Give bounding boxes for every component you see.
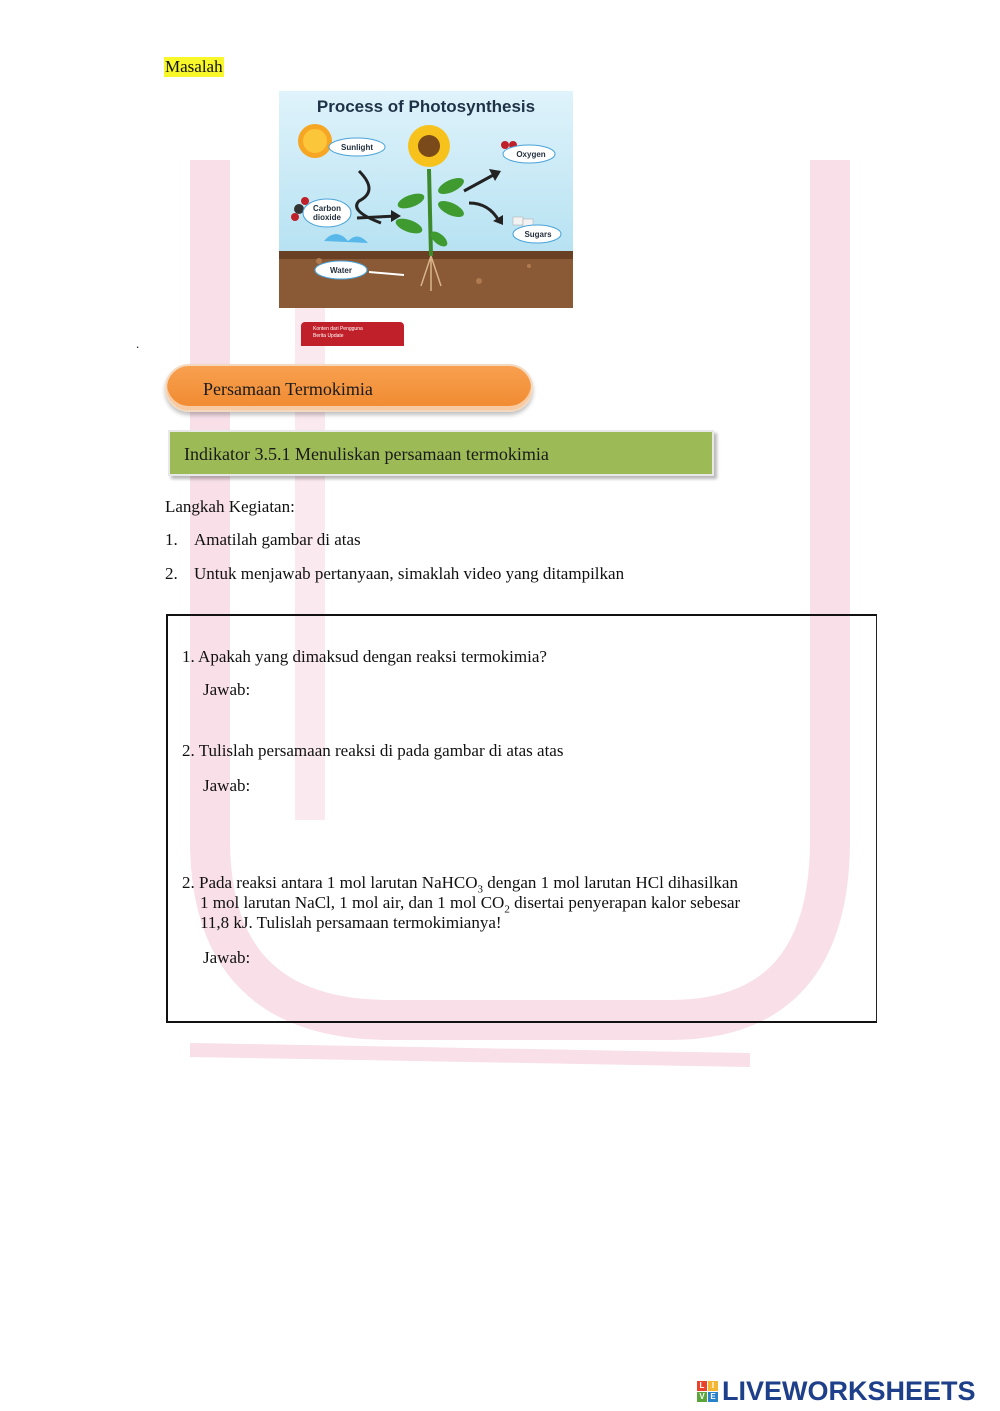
logo-cubes-icon: L I V E (697, 1381, 718, 1402)
video-thumbnail[interactable] (301, 322, 404, 346)
indicator-text: Indikator 3.5.1 Menuliskan persamaan termokimia (184, 444, 549, 464)
masalah-label: Masalah (165, 57, 223, 76)
stray-dot: . (136, 336, 140, 351)
sugars-label: Sugars (524, 230, 552, 239)
liveworksheets-logo[interactable] (697, 1376, 976, 1406)
step-1-text: Amatilah gambar di atas (194, 530, 361, 549)
answer-label-1[interactable]: Jawab: (203, 680, 251, 699)
section-title: Persamaan Termokimia (203, 379, 373, 399)
question-3-line3: 11,8 kJ. Tulislah persamaan termokimianya! (200, 913, 502, 932)
indicator-banner (168, 430, 714, 476)
steps-heading: Langkah Kegiatan: (165, 497, 295, 516)
logo-text: LIVEWORKSHEETS (722, 1375, 976, 1406)
dioxide-label: dioxide (312, 213, 342, 222)
sunlight-label: Sunlight (341, 143, 373, 152)
section-title-banner (165, 364, 533, 412)
thumbnail-line1: Konten dari Pengguna (313, 326, 363, 332)
water-label: Water (330, 266, 352, 275)
step-2-text: Untuk menjawab pertanyaan, simaklah video yang ditampilkan (194, 564, 625, 583)
carbon-label: Carbon (313, 204, 341, 213)
thumbnail-line2: Berita Update (313, 333, 344, 339)
question-3-line2: 1 mol larutan NaCl, 1 mol air, dan 1 mol $CO_2$ disertai penyerapan kalor sebesar (200, 893, 741, 916)
photosynthesis-illustration (279, 91, 573, 308)
step-2-number: 2. (165, 564, 178, 583)
question-2: 2. Tulislah persamaan reaksi di pada gambar di atas atas (182, 741, 564, 760)
oxygen-label: Oxygen (516, 150, 546, 159)
question-1: 1. Apakah yang dimaksud dengan reaksi termokimia? (182, 647, 547, 666)
illustration-title: Process of Photosynthesis (316, 97, 536, 116)
question-3-line1: 2. Pada reaksi antara 1 mol larutan NaHCO$_3$ dengan 1 mol larutan HCl dihasilkan (182, 873, 738, 896)
question-box (166, 614, 877, 1023)
answer-label-3[interactable]: Jawab: (203, 948, 251, 967)
step-1-number: 1. (165, 530, 178, 549)
answer-label-2[interactable]: Jawab: (203, 776, 251, 795)
